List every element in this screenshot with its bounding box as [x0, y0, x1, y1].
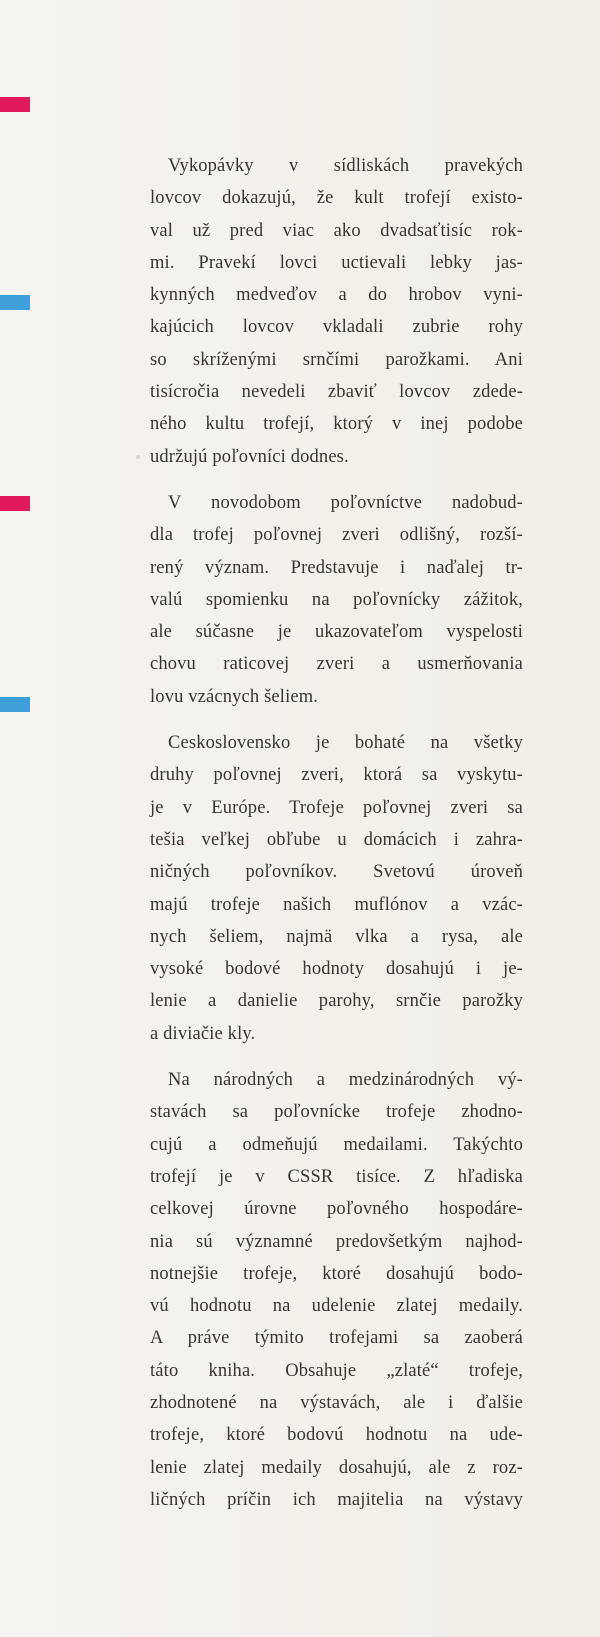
text-line: majú trofeje našich muflónov a vzác- — [150, 894, 523, 915]
text-line: so skríženými srnčími parožkami. Ani — [150, 349, 523, 370]
text-line: dla trofej poľovnej zveri odlišný, rozší- — [150, 525, 523, 546]
text-line: druhy poľovnej zveri, ktorá sa vyskytu- — [150, 765, 523, 786]
text-line: tešia veľkej obľube u domácich i zahra- — [150, 829, 523, 850]
text-line: stavách sa poľovnícke trofeje zhodno- — [150, 1102, 523, 1123]
text-line: V novodobom poľovníctve nadobud- — [168, 492, 523, 513]
text-line: notnejšie trofeje, ktoré dosahujú bodo- — [150, 1263, 523, 1284]
text-line: mi. Pravekí lovci uctievali lebky jas- — [150, 252, 523, 273]
text-line: táto kniha. Obsahuje „zlaté“ trofeje, — [150, 1360, 523, 1381]
text-line: kajúcich lovcov vkladali zubrie rohy — [150, 317, 523, 338]
text-line: valú spomienku na poľovnícky zážitok, — [150, 589, 523, 610]
text-line: a diviačie kly. — [150, 1023, 256, 1044]
paragraph-2 — [150, 487, 523, 713]
paragraph-4 — [150, 1064, 523, 1516]
text-line: nia sú významné predovšetkým najhod- — [150, 1231, 523, 1252]
text-line: Ceskoslovensko je bohaté na všetky — [168, 733, 523, 754]
paragraph-gap — [150, 1050, 523, 1064]
paragraph-gap — [150, 713, 523, 727]
text-line: Na národných a medzinárodných vý- — [168, 1070, 523, 1091]
text-line: udržujú poľovníci dodnes. — [150, 446, 349, 467]
text-line: ného kultu trofejí, ktorý v inej podobe — [150, 414, 523, 435]
text-line: ličných príčin ich majitelia na výstavy — [150, 1489, 523, 1510]
text-line: rený význam. Predstavuje i naďalej tr- — [150, 557, 523, 578]
paragraph-3 — [150, 727, 523, 1050]
text-line: cujú a odmeňujú medailami. Takýchto — [150, 1134, 523, 1155]
text-line: zhodnotené na výstavách, ale i ďalšie — [150, 1392, 523, 1413]
text-line: vysoké bodové hodnoty dosahujú i je- — [150, 959, 523, 980]
text-line: lenie zlatej medaily dosahujú, ale z roz- — [150, 1457, 523, 1478]
text-line: Vykopávky v sídliskách pravekých — [168, 156, 523, 176]
edge-mark-blue-1 — [0, 295, 30, 310]
edge-mark-red-2 — [0, 496, 30, 511]
text-line: ale súčasne je ukazovateľom vyspelosti — [150, 622, 523, 643]
text-line: trofeje, ktoré bodovú hodnotu na ude- — [150, 1425, 523, 1446]
text-line: tisícročia nevedeli zbaviť lovcov zdede- — [150, 382, 523, 403]
text-line: ničných poľovníkov. Svetovú úroveň — [150, 862, 523, 883]
text-line: lovcov dokazujú, že kult trofejí existo- — [150, 188, 523, 209]
paper-speck — [136, 455, 140, 459]
text-line: vú hodnotu na udelenie zlatej medaily. — [150, 1296, 523, 1317]
text-line: nych šeliem, najmä vlka a rysa, ale — [150, 926, 523, 947]
text-line: lenie a danielie parohy, srnčie parožky — [150, 991, 523, 1012]
body-text — [150, 150, 523, 1516]
edge-mark-red-1 — [0, 97, 30, 112]
text-line: chovu raticovej zveri a usmerňovania — [150, 654, 523, 675]
text-line: celkovej úrovne poľovného hospodáre- — [150, 1199, 523, 1220]
text-line: val už pred viac ako dvadsaťtisíc rok- — [150, 220, 523, 241]
text-line: lovu vzácnych šeliem. — [150, 686, 319, 707]
text-line: A práve týmito trofejami sa zaoberá — [150, 1328, 523, 1349]
paragraph-1 — [150, 150, 523, 473]
paragraph-gap — [150, 473, 523, 487]
text-line: je v Európe. Trofeje poľovnej zveri sa — [150, 797, 523, 818]
edge-mark-blue-2 — [0, 697, 30, 712]
text-line: kynných medveďov a do hrobov vyni- — [150, 285, 523, 306]
text-line: trofejí je v CSSR tisíce. Z hľadiska — [150, 1166, 523, 1187]
